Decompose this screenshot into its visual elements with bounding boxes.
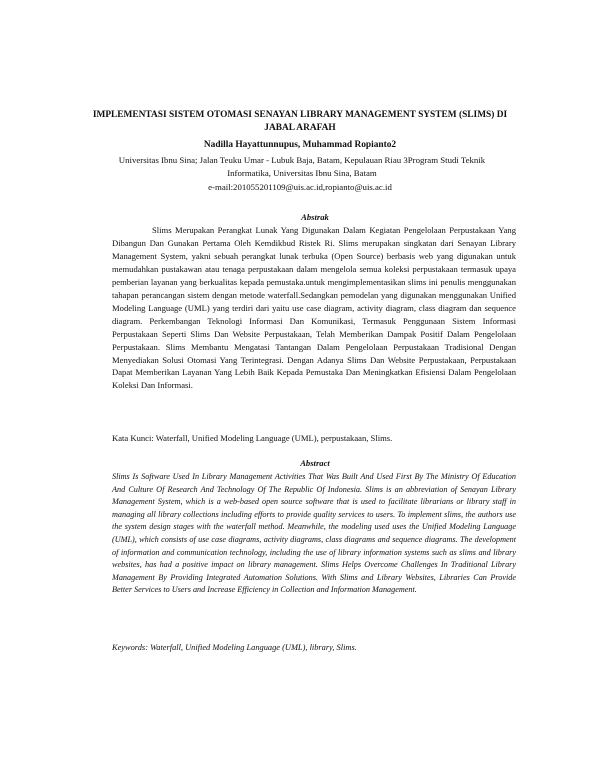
abstrak-body: Slims Merupakan Perangkat Lunak Yang Digunakan Dalam Kegiatan Pengelolaan Perpustakaan Yang Dibangun Dan Gunakan Pertama Oleh Kemdikbud Ristek Ri. Slims merupakan singkatan dari Senayan Library Management System, yakni sebuah perangkat lunak terbuka (Open Source) berbasis web yang digunakan untuk memudahkan pustakawan atau tenaga perpustakaan dalam mengelola semua koleksi perpustakaan termasuk upaya pemberian layanan yang berkualitas kepada pemustaka.untuk mengimplementasikan slims ini penulis menggunakan tahapan perancangan sistem dengan metode waterfall.Sedangkan pemodelan yang digunakan menggunakan Unified Modeling Language (UML) yang terdiri dari yaitu use case diagram, activity diagram, class diagram dan sequence diagram. Perkembangan Teknologi Informasi Dan Komunikasi, Termasuk Penggunaan Sistem Informasi Perpustakaan Seperti Slims Dan Website Perpustakaan, Telah Memberikan Dampak Positif Dalam Pengelolaan Perpustakaan. Slims Membantu Mengatasi Tantangan Dalam Pengelolaan Perpustakaan Tradisional Dengan Menyediakan Solusi Otomasi Yang Terintegrasi. Dengan Adanya Slims Dan Website Perpustakaan, Perpustakaan Dapat Memberikan Layanan Yang Lebih Baik Kepada Pemustaka Dan Meningkatkan Efisiensi Dalam Pengelolaan Koleksi Dan Informasi. — [112, 225, 516, 391]
paper-title: IMPLEMENTASI SISTEM OTOMASI SENAYAN LIBRARY MANAGEMENT SYSTEM (SLIMS) DI JABAL ARAFAH — [92, 110, 508, 133]
author-affiliation: Universitas Ibnu Sina; Jalan Teuku Umar - Lubuk Baja, Batam, Kepulauan Riau 3Program Studi Teknik Informatika, Universitas Ibnu Sina, Batam — [118, 155, 486, 178]
abstract-heading: Abstract — [300, 458, 330, 468]
kata-kunci: Kata Kunci: Waterfall, Unified Modeling Language (UML), perpustakaan, Slims. — [112, 433, 393, 443]
abstrak-heading: Abstrak — [301, 212, 329, 222]
keywords: Keywords: Waterfall, Unified Modeling Language (UML), library, Slims. — [112, 643, 357, 652]
abstract-body: Slims Is Software Used In Library Management Activities That Was Built And Used First By The Ministry Of Education And Culture Of Research And Technology Of The Republic Of Indonesia. Slims is an abbreviation of Senayan Library Management System, which is a web-based open source software that is used to facilitate librarians or library staff in managing all library collections including efforts to provide quality services to users. To implement slims, the authors use the system design stages with the waterfall method. Meanwhile, the modeling used uses the Unified Modeling Language (UML), which consists of use case diagrams, activity diagrams, class diagrams and sequence diagrams. The development of information and communication technology, including the use of library information systems such as slims and library websites, has had a positive impact on library management. Slims Helps Overcome Challenges In Traditional Library Management By Providing Integrated Automation Solutions. With Slims and Library Websites, Libraries Can Provide Better Services to Users and Increase Efficiency in Collection and Information Management. — [112, 472, 516, 595]
paper-authors: Nadilla Hayattunnupus, Muhammad Ropianto2 — [203, 140, 397, 150]
author-email: e-mail:201055201109@uis.ac.id,ropianto@uis.ac.id — [208, 182, 392, 192]
